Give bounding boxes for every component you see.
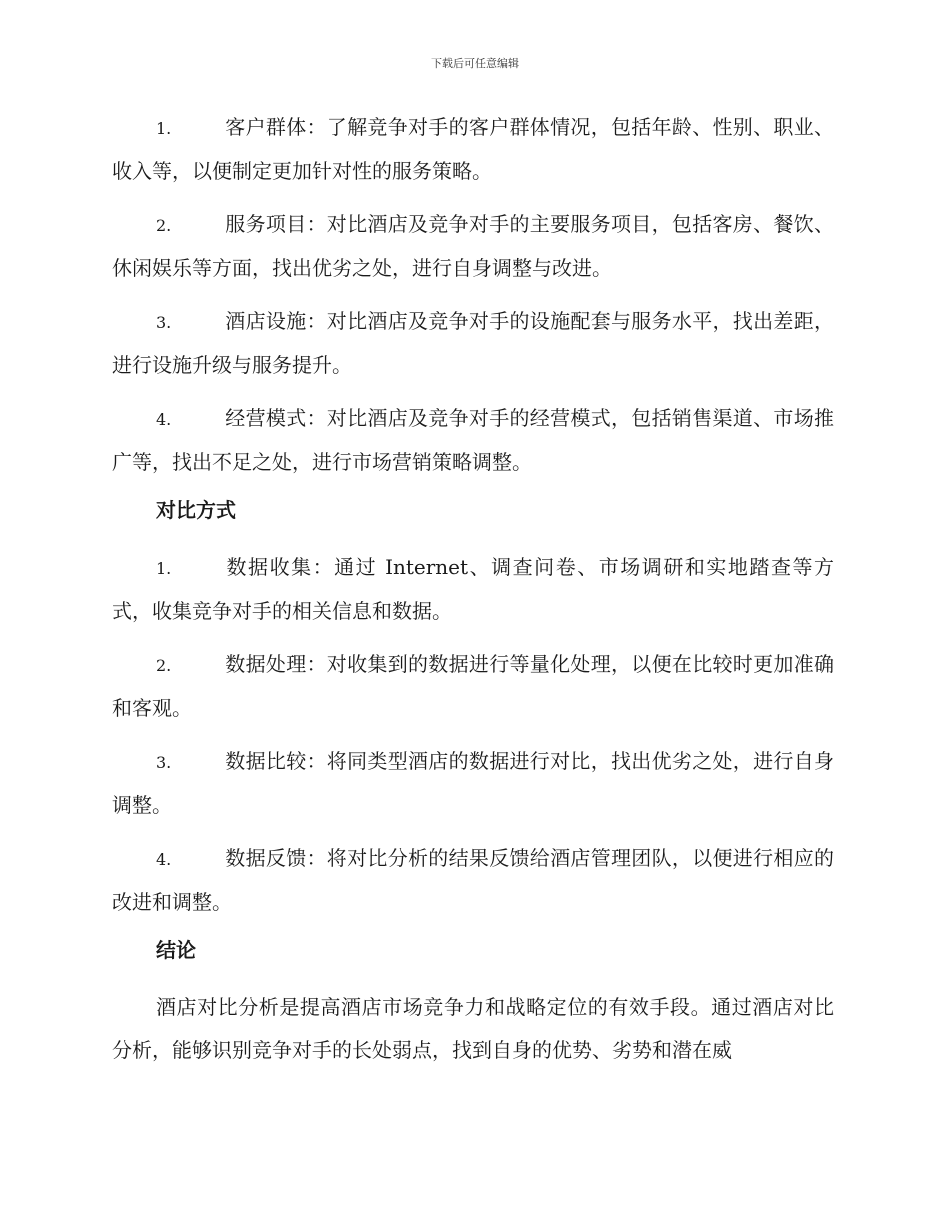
list-item bbox=[112, 397, 834, 484]
comparison-method-list bbox=[112, 546, 834, 924]
list-number: 1. bbox=[156, 559, 172, 578]
comparison-content-list bbox=[112, 106, 834, 484]
list-number: 3. bbox=[156, 313, 172, 332]
list-text: 数据比较：将同类型酒店的数据进行对比，找出优劣之处，进行自身调整。 bbox=[112, 749, 834, 817]
list-text: 数据收集：通过 Internet、调查问卷、市场调研和实地踏查等方式，收集竞争对手的相关信息和数据。 bbox=[112, 555, 834, 623]
list-item bbox=[112, 837, 834, 924]
list-text: 酒店设施：对比酒店及竞争对手的设施配套与服务水平，找出差距，进行设施升级与服务提升。 bbox=[112, 309, 834, 377]
list-text: 数据反馈：将对比分析的结果反馈给酒店管理团队，以便进行相应的改进和调整。 bbox=[112, 846, 834, 914]
header-note: 下载后可任意编辑 bbox=[431, 57, 519, 70]
list-item bbox=[112, 643, 834, 730]
list-item bbox=[112, 546, 834, 633]
list-text: 经营模式：对比酒店及竞争对手的经营模式，包括销售渠道、市场推广等，找出不足之处，进行市场营销策略调整。 bbox=[112, 406, 834, 474]
section-heading-comparison-method: 对比方式 bbox=[156, 498, 236, 522]
section-heading-conclusion: 结论 bbox=[156, 938, 196, 962]
list-number: 4. bbox=[156, 410, 172, 429]
list-number: 2. bbox=[156, 656, 172, 675]
list-item bbox=[112, 740, 834, 827]
list-number: 3. bbox=[156, 753, 172, 772]
document-content bbox=[112, 106, 834, 1072]
list-item bbox=[112, 300, 834, 387]
list-text: 客户群体：了解竞争对手的客户群体情况，包括年龄、性别、职业、收入等，以便制定更加针对性的服务策略。 bbox=[112, 115, 834, 183]
list-text: 服务项目：对比酒店及竞争对手的主要服务项目，包括客房、餐饮、休闲娱乐等方面，找出优劣之处，进行自身调整与改进。 bbox=[112, 212, 834, 280]
list-number: 1. bbox=[156, 119, 172, 138]
list-text: 数据处理：对收集到的数据进行等量化处理，以便在比较时更加准确和客观。 bbox=[112, 652, 834, 720]
list-number: 2. bbox=[156, 216, 172, 235]
list-number: 4. bbox=[156, 850, 172, 869]
conclusion-paragraph: 酒店对比分析是提高酒店市场竞争力和战略定位的有效手段。通过酒店对比分析，能够识别竞争对手的长处弱点，找到自身的优势、劣势和潜在威 bbox=[112, 995, 834, 1062]
list-item bbox=[112, 203, 834, 290]
list-item bbox=[112, 106, 834, 193]
